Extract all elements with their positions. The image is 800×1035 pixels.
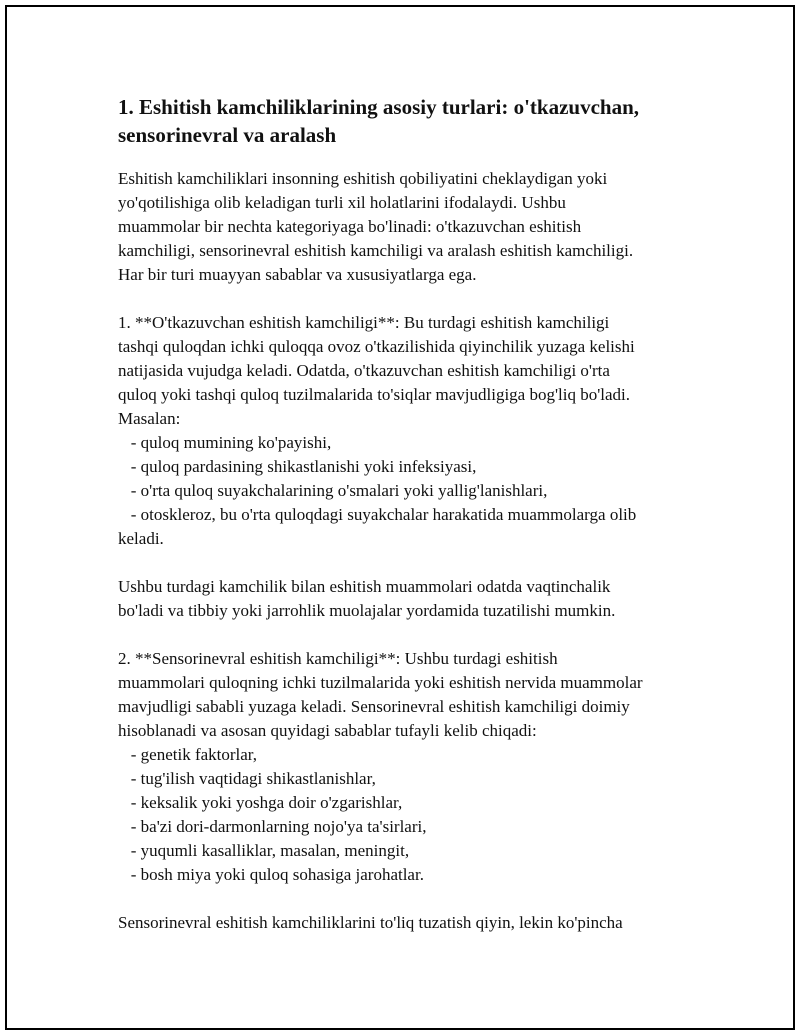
body-line: hisoblanadi va asosan quyidagi sabablar tufayli kelib chiqadi: — [118, 721, 537, 740]
body-line: - tug'ilish vaqtidagi shikastlanishlar, — [118, 769, 376, 788]
body-line: Eshitish kamchiliklari insonning eshitish qobiliyatini cheklaydigan yoki — [118, 169, 608, 188]
body-line: 1. **O'tkazuvchan eshitish kamchiligi**: Bu turdagi eshitish kamchiligi — [118, 313, 610, 332]
body-line — [118, 551, 698, 575]
body-line: - genetik faktorlar, — [118, 745, 258, 764]
body-line: kamchiligi, sensorinevral eshitish kamchiligi va aralash eshitish kamchiligi. — [118, 241, 634, 260]
body-line — [118, 623, 698, 647]
title-line: 1. Eshitish kamchiliklarining asosiy turlari: o'tkazuvchan, — [118, 95, 640, 119]
body-line — [118, 887, 698, 911]
body-text — [118, 167, 698, 935]
body-line: - quloq mumining ko'payishi, — [118, 433, 332, 452]
body-line: 2. **Sensorinevral eshitish kamchiligi**: Ushbu turdagi eshitish — [118, 649, 558, 668]
body-line: muammolari quloqning ichki tuzilmalarida yoki eshitish nervida muammolar — [118, 673, 643, 692]
section-title — [118, 93, 698, 149]
body-line: quloq yoki tashqi quloq tuzilmalarida to'siqlar mavjudligiga bog'liq bo'ladi. — [118, 385, 631, 404]
body-line: - o'rta quloq suyakchalarining o'smalari yoki yallig'lanishlari, — [118, 481, 548, 500]
body-line: - ba'zi dori-darmonlarning nojo'ya ta'sirlari, — [118, 817, 427, 836]
body-line: - otoskleroz, bu o'rta quloqdagi suyakchalar harakatida muammolarga olib — [118, 505, 637, 524]
body-line: - yuqumli kasalliklar, masalan, meningit, — [118, 841, 410, 860]
body-line: keladi. — [118, 529, 164, 548]
body-line: natijasida vujudga keladi. Odatda, o'tkazuvchan eshitish kamchiligi o'rta — [118, 361, 610, 380]
body-line: mavjudligi sababli yuzaga keladi. Sensorinevral eshitish kamchiligi doimiy — [118, 697, 630, 716]
body-line: Ushbu turdagi kamchilik bilan eshitish muammolari odatda vaqtinchalik — [118, 577, 611, 596]
document-content — [118, 93, 698, 935]
body-line: Har bir turi muayyan sabablar va xususiyatlarga ega. — [118, 265, 477, 284]
body-line: tashqi quloqdan ichki quloqqa ovoz o'tkazilishida qiyinchilik yuzaga kelishi — [118, 337, 635, 356]
body-line: Sensorinevral eshitish kamchiliklarini to'liq tuzatish qiyin, lekin ko'pincha — [118, 913, 623, 932]
title-line: sensorinevral va aralash — [118, 123, 337, 147]
body-line: Masalan: — [118, 409, 181, 428]
body-line: bo'ladi va tibbiy yoki jarrohlik muolajalar yordamida tuzatilishi mumkin. — [118, 601, 616, 620]
body-line: - keksalik yoki yoshga doir o'zgarishlar, — [118, 793, 403, 812]
body-line — [118, 287, 698, 311]
body-line: - bosh miya yoki quloq sohasiga jarohatlar. — [118, 865, 424, 884]
body-line: - quloq pardasining shikastlanishi yoki infeksiyasi, — [118, 457, 477, 476]
body-line: yo'qotilishiga olib keladigan turli xil holatlarini ifodalaydi. Ushbu — [118, 193, 566, 212]
body-line: muammolar bir nechta kategoriyaga bo'linadi: o'tkazuvchan eshitish — [118, 217, 582, 236]
